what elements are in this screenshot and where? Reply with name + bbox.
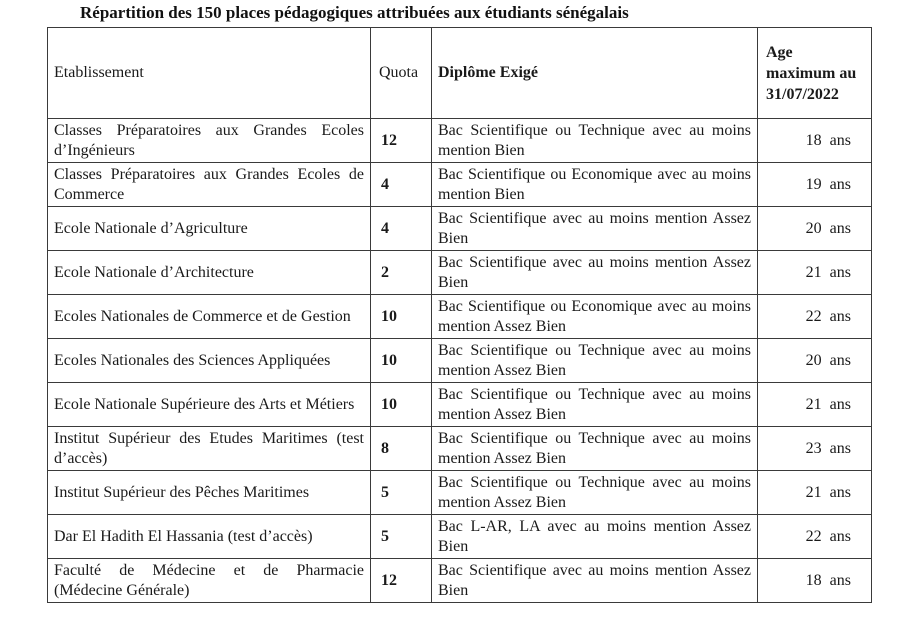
table-row — [48, 515, 872, 559]
cell-age: 23 ans — [758, 427, 872, 471]
cell-age: 20 ans — [758, 207, 872, 251]
table-row — [48, 119, 872, 163]
cell-etablissement: Classes Préparatoires aux Grandes Ecoles d’Ingénieurs — [48, 119, 371, 163]
table-row — [48, 559, 872, 603]
table-row — [48, 295, 872, 339]
table-row — [48, 383, 872, 427]
cell-quota: 10 — [371, 339, 432, 383]
cell-quota: 4 — [371, 207, 432, 251]
cell-quota: 8 — [371, 427, 432, 471]
cell-diplome: Bac Scientifique ou Economique avec au moins mention Bien — [432, 163, 758, 207]
cell-diplome: Bac Scientifique ou Technique avec au moins mention Bien — [432, 119, 758, 163]
cell-etablissement: Dar El Hadith El Hassania (test d’accès) — [48, 515, 371, 559]
page-title: Répartition des 150 places pédagogiques attribuées aux étudiants sénégalais — [80, 3, 629, 22]
cell-diplome: Bac Scientifique ou Technique avec au moins mention Assez Bien — [432, 471, 758, 515]
cell-etablissement: Institut Supérieur des Pêches Maritimes — [48, 471, 371, 515]
cell-diplome: Bac Scientifique ou Technique avec au moins mention Assez Bien — [432, 383, 758, 427]
cell-age: 21 ans — [758, 383, 872, 427]
cell-quota: 12 — [371, 119, 432, 163]
table-row — [48, 471, 872, 515]
cell-etablissement: Classes Préparatoires aux Grandes Ecoles de Commerce — [48, 163, 371, 207]
table-row — [48, 339, 872, 383]
cell-etablissement: Ecole Nationale Supérieure des Arts et Métiers — [48, 383, 371, 427]
cell-quota: 5 — [371, 515, 432, 559]
cell-etablissement: Institut Supérieur des Etudes Maritimes (test d’accès) — [48, 427, 371, 471]
header-diplome: Diplôme Exigé — [432, 28, 758, 119]
table-row — [48, 207, 872, 251]
cell-age: 19 ans — [758, 163, 872, 207]
cell-diplome: Bac Scientifique ou Technique avec au moins mention Assez Bien — [432, 427, 758, 471]
table-row — [48, 251, 872, 295]
cell-diplome: Bac Scientifique ou Economique avec au moins mention Assez Bien — [432, 295, 758, 339]
cell-diplome: Bac L-AR, LA avec au moins mention Assez Bien — [432, 515, 758, 559]
cell-age: 18 ans — [758, 119, 872, 163]
cell-diplome: Bac Scientifique avec au moins mention Assez Bien — [432, 251, 758, 295]
cell-diplome: Bac Scientifique avec au moins mention Assez Bien — [432, 207, 758, 251]
header-quota: Quota — [371, 28, 432, 119]
cell-age: 21 ans — [758, 471, 872, 515]
cell-age: 22 ans — [758, 515, 872, 559]
cell-quota: 10 — [371, 383, 432, 427]
cell-diplome: Bac Scientifique ou Technique avec au moins mention Assez Bien — [432, 339, 758, 383]
places-table — [47, 27, 872, 603]
table-body — [48, 119, 872, 603]
cell-age: 22 ans — [758, 295, 872, 339]
cell-quota: 4 — [371, 163, 432, 207]
table-header-row — [48, 28, 872, 119]
cell-age: 20 ans — [758, 339, 872, 383]
cell-etablissement: Faculté de Médecine et de Pharmacie (Médecine Générale) — [48, 559, 371, 603]
table-row — [48, 427, 872, 471]
cell-quota: 5 — [371, 471, 432, 515]
cell-age: 21 ans — [758, 251, 872, 295]
cell-quota: 10 — [371, 295, 432, 339]
cell-diplome: Bac Scientifique avec au moins mention Assez Bien — [432, 559, 758, 603]
table-row — [48, 163, 872, 207]
cell-etablissement: Ecoles Nationales des Sciences Appliquées — [48, 339, 371, 383]
cell-etablissement: Ecole Nationale d’Agriculture — [48, 207, 371, 251]
header-age: Age maximum au 31/07/2022 — [758, 28, 872, 119]
cell-quota: 2 — [371, 251, 432, 295]
cell-quota: 12 — [371, 559, 432, 603]
cell-age: 18 ans — [758, 559, 872, 603]
header-etablissement: Etablissement — [48, 28, 371, 119]
cell-etablissement: Ecole Nationale d’Architecture — [48, 251, 371, 295]
cell-etablissement: Ecoles Nationales de Commerce et de Gestion — [48, 295, 371, 339]
